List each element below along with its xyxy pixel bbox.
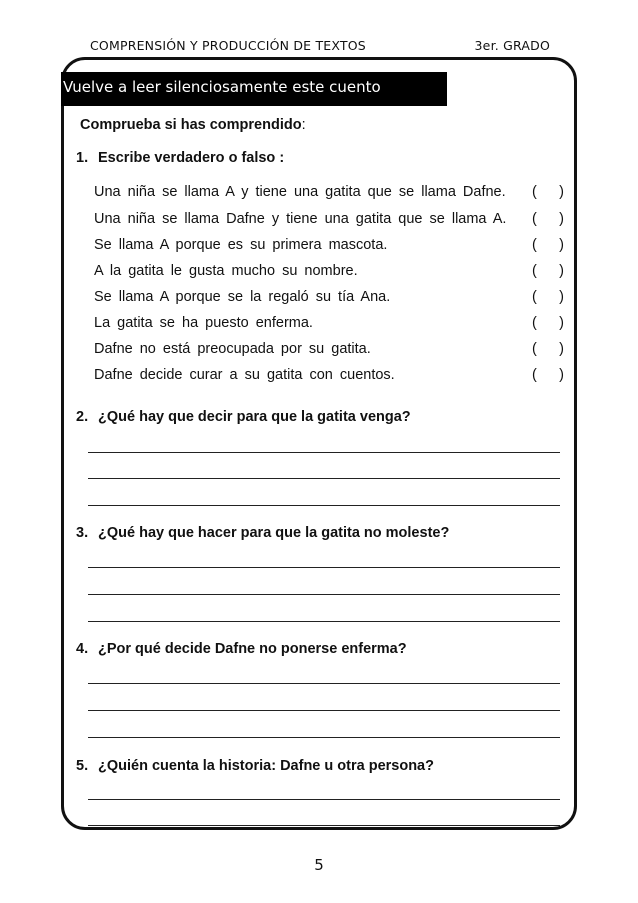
- header-grade: 3er. GRADO: [474, 38, 550, 53]
- statement-1: [94, 184, 564, 204]
- statement-4: [94, 263, 564, 283]
- statement-text: Una niña se llama A y tiene una gatita que se llama Dafne.: [94, 184, 506, 200]
- statement-text: A la gatita le gusta mucho su nombre.: [94, 263, 358, 279]
- content-frame: [61, 57, 577, 830]
- paren-open: (: [532, 184, 537, 200]
- paren-open: (: [532, 289, 537, 305]
- question-text: ¿Qué hay que decir para que la gatita venga?: [98, 409, 411, 425]
- paren-open: (: [532, 341, 537, 357]
- paren-close: ): [559, 211, 564, 227]
- paren-close: ): [559, 341, 564, 357]
- question-number: 5.: [76, 758, 89, 774]
- question-text: ¿Qué hay que hacer para que la gatita no moleste?: [98, 525, 450, 541]
- paren-close: ): [559, 263, 564, 279]
- question-5: [76, 758, 434, 774]
- statement-text: Se llama A porque es su primera mascota.: [94, 237, 388, 253]
- answer-line[interactable]: [88, 621, 560, 622]
- answer-parentheses[interactable]: [532, 211, 564, 227]
- page-number: 5: [314, 856, 324, 874]
- subtitle: [80, 117, 306, 133]
- answer-line[interactable]: [88, 567, 560, 568]
- statement-7: [94, 341, 564, 361]
- answer-parentheses[interactable]: [532, 263, 564, 279]
- question-number: 4.: [76, 641, 89, 657]
- answer-parentheses[interactable]: [532, 289, 564, 305]
- page-header: [90, 38, 550, 56]
- header-subject: COMPRENSIÓN Y PRODUCCIÓN DE TEXTOS: [90, 38, 366, 53]
- paren-open: (: [532, 237, 537, 253]
- subtitle-text: Comprueba si has comprendido: [80, 117, 302, 133]
- question-text: ¿Por qué decide Dafne no ponerse enferma?: [98, 641, 407, 657]
- statement-text: Una niña se llama Dafne y tiene una gatita que se llama A.: [94, 211, 507, 227]
- answer-line[interactable]: [88, 452, 560, 453]
- answer-line[interactable]: [88, 505, 560, 506]
- statement-5: [94, 289, 564, 309]
- answer-line[interactable]: [88, 683, 560, 684]
- paren-open: (: [532, 367, 537, 383]
- question-text: ¿Quién cuenta la historia: Dafne u otra persona?: [98, 758, 434, 774]
- statement-text: Se llama A porque se la regaló su tía Ana.: [94, 289, 391, 305]
- paren-close: ): [559, 315, 564, 331]
- answer-parentheses[interactable]: [532, 184, 564, 200]
- statement-8: [94, 367, 564, 387]
- paren-close: ): [559, 367, 564, 383]
- question-4: [76, 641, 407, 657]
- answer-line[interactable]: [88, 478, 560, 479]
- answer-parentheses[interactable]: [532, 367, 564, 383]
- answer-line[interactable]: [88, 737, 560, 738]
- paren-close: ): [559, 289, 564, 305]
- question-3: [76, 525, 449, 541]
- question-text: Escribe verdadero o falso :: [98, 150, 285, 166]
- answer-line[interactable]: [88, 825, 560, 826]
- paren-open: (: [532, 263, 537, 279]
- question-number: 1.: [76, 150, 89, 166]
- paren-open: (: [532, 315, 537, 331]
- answer-line[interactable]: [88, 799, 560, 800]
- paren-open: (: [532, 211, 537, 227]
- statement-3: [94, 237, 564, 257]
- answer-parentheses[interactable]: [532, 341, 564, 357]
- question-2: [76, 409, 411, 425]
- statement-text: Dafne decide curar a su gatita con cuentos.: [94, 367, 395, 383]
- statement-text: La gatita se ha puesto enferma.: [94, 315, 313, 331]
- paren-close: ): [559, 237, 564, 253]
- statement-text: Dafne no está preocupada por su gatita.: [94, 341, 371, 357]
- answer-parentheses[interactable]: [532, 315, 564, 331]
- question-number: 2.: [76, 409, 89, 425]
- subtitle-colon: :: [301, 117, 306, 133]
- answer-parentheses[interactable]: [532, 237, 564, 253]
- instruction-banner: Vuelve a leer silenciosamente este cuento: [61, 72, 447, 106]
- statement-6: [94, 315, 564, 335]
- answer-line[interactable]: [88, 710, 560, 711]
- paren-close: ): [559, 184, 564, 200]
- question-1: [76, 150, 284, 166]
- statement-2: [94, 211, 564, 231]
- answer-line[interactable]: [88, 594, 560, 595]
- question-number: 3.: [76, 525, 89, 541]
